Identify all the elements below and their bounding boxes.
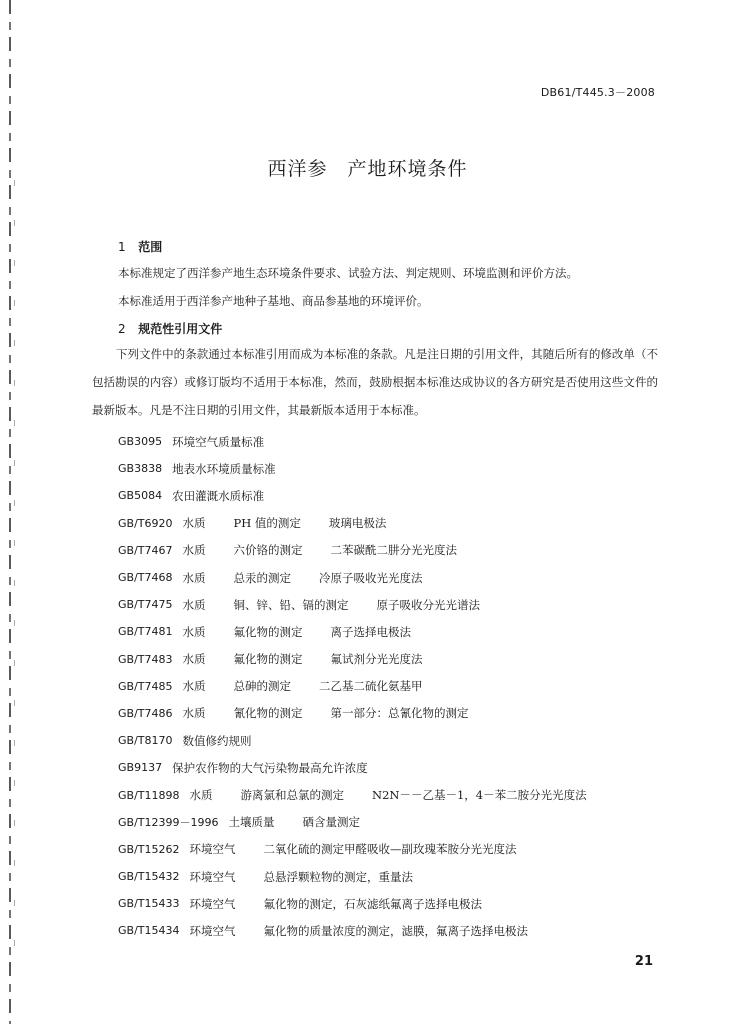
reference-title-part: 总悬浮颗粒物的测定，重量法 <box>263 869 413 884</box>
reference-title-part: 二乙基二硫化氨基甲 <box>319 679 423 694</box>
reference-title-part: 环境空气质量标准 <box>172 434 265 449</box>
reference-title-part: 二氧化硫的测定甲醛吸收—副玫瑰苯胺分光光度法 <box>263 842 517 857</box>
reference-title-part: 氟试剂分光光度法 <box>330 652 423 667</box>
reference-item <box>118 890 678 917</box>
reference-code: GB/T7481 <box>118 625 173 639</box>
reference-code: GB/T7485 <box>118 679 173 693</box>
reference-code: GB/T8170 <box>118 734 173 748</box>
reference-title-part: N2N－－乙基－1，4－苯二胺分光光度法 <box>372 788 587 803</box>
reference-item <box>118 836 678 863</box>
scope-paragraph-2: 本标准适用于西洋参产地种子基地、商品参基地的环境评价。 <box>118 294 429 308</box>
reference-list <box>118 428 678 945</box>
reference-title-part: 玻璃电极法 <box>328 516 387 531</box>
reference-title-part: 数值修约规则 <box>182 733 252 748</box>
reference-code: GB/T7475 <box>118 598 173 612</box>
scope-paragraph-1: 本标准规定了西洋参产地生态环境条件要求、试验方法、判定规则、环境监测和评价方法。 <box>118 266 578 280</box>
reference-code: GB3095 <box>118 435 163 449</box>
reference-code: GB/T15432 <box>118 870 180 884</box>
section-number: 1 <box>118 240 126 254</box>
reference-title-part: 水质 <box>182 706 206 721</box>
section-heading-normative-refs <box>118 320 222 337</box>
reference-item <box>118 428 678 455</box>
reference-title-part: 游离氯和总氯的测定 <box>240 788 344 803</box>
reference-title-part: 总砷的测定 <box>233 679 291 694</box>
section-heading-scope <box>118 238 162 255</box>
reference-item <box>118 510 678 537</box>
reference-item <box>118 591 678 618</box>
reference-title-part: PH 值的测定 <box>233 516 301 531</box>
reference-item <box>118 673 678 700</box>
reference-title-part: 水质 <box>182 652 206 667</box>
reference-code: GB/T12399－1996 <box>118 816 219 830</box>
reference-title-part: 氟化物的测定 <box>233 624 303 639</box>
reference-title-part: 氟化物的测定 <box>233 652 303 667</box>
reference-title-part: 原子吸收分光光谱法 <box>376 597 480 612</box>
reference-title-part: 水质 <box>182 543 206 558</box>
reference-title-part: 水质 <box>189 788 213 803</box>
reference-code: GB/T11898 <box>118 788 180 802</box>
page-number: 21 <box>634 954 653 969</box>
reference-title-part: 铜、锌、铅、镉的测定 <box>233 597 349 612</box>
binding-edge-mark-secondary <box>14 180 15 980</box>
reference-title-part: 地表水环境质量标准 <box>172 461 276 476</box>
reference-item <box>118 646 678 673</box>
reference-item <box>118 482 678 509</box>
document-code: DB61/T445.3－2008 <box>540 86 655 99</box>
reference-title-part: 环境空气 <box>189 869 236 884</box>
reference-title-part: 水质 <box>182 597 206 612</box>
reference-code: GB/T15262 <box>118 842 180 856</box>
reference-item <box>118 700 678 727</box>
reference-item <box>118 781 678 808</box>
reference-title-part: 总汞的测定 <box>233 570 291 585</box>
reference-title-part: 环境空气 <box>189 923 236 938</box>
reference-item <box>118 618 678 645</box>
reference-title-part: 第一部分：总氰化物的测定 <box>330 706 469 721</box>
reference-code: GB/T15433 <box>118 897 180 911</box>
reference-title-part: 氟化物的测定，石灰滤纸氟离子选择电极法 <box>263 896 482 911</box>
reference-code: GB9137 <box>118 761 163 775</box>
reference-item <box>118 564 678 591</box>
reference-code: GB/T7468 <box>118 571 173 585</box>
reference-item <box>118 863 678 890</box>
normative-refs-intro: 下列文件中的条款通过本标准引用而成为本标准的条款。凡是注日期的引用文件，其随后所有的修改单（不包括勘误的内容）或修订版均不适用于本标准，然而，鼓励根据本标准达成协议的各方研究是否使用这些文件的最新版本。凡是不注日期的引用文件，其最新版本适用于本标准。 <box>92 347 658 417</box>
reference-title-part: 二苯碳酰二肼分光光度法 <box>330 543 457 558</box>
reference-title-part: 水质 <box>182 570 206 585</box>
reference-title-part: 环境空气 <box>189 842 236 857</box>
reference-item <box>118 809 678 836</box>
section-number: 2 <box>118 322 126 336</box>
reference-code: GB/T7483 <box>118 652 173 666</box>
reference-title-part: 氟化物的质量浓度的测定，滤膜，氟离子选择电极法 <box>263 923 528 938</box>
reference-item <box>118 917 678 944</box>
reference-item <box>118 455 678 482</box>
reference-code: GB/T6920 <box>118 516 173 530</box>
section-title: 范围 <box>138 240 163 254</box>
reference-title-part: 水质 <box>182 679 206 694</box>
reference-code: GB/T7467 <box>118 543 173 557</box>
reference-code: GB5084 <box>118 489 163 503</box>
reference-title-part: 环境空气 <box>189 896 236 911</box>
reference-title-part: 水质 <box>182 624 206 639</box>
reference-title-part: 土壤质量 <box>228 815 275 830</box>
reference-title-part: 水质 <box>182 516 206 531</box>
reference-title-part: 硒含量测定 <box>302 815 360 830</box>
section-title: 规范性引用文件 <box>138 322 223 336</box>
reference-title-part: 农田灌溉水质标准 <box>172 488 265 503</box>
reference-title-part: 氰化物的测定 <box>233 706 303 721</box>
reference-item <box>118 727 678 754</box>
reference-title-part: 冷原子吸收光光度法 <box>319 570 423 585</box>
document-title: 西洋参 产地环境条件 <box>267 158 468 180</box>
reference-title-part: 保护农作物的大气污染物最高允许浓度 <box>172 760 368 775</box>
reference-code: GB/T15434 <box>118 924 180 938</box>
reference-item <box>118 537 678 564</box>
reference-code: GB3838 <box>118 462 163 476</box>
reference-item <box>118 754 678 781</box>
reference-title-part: 离子选择电极法 <box>330 624 411 639</box>
reference-title-part: 六价铬的测定 <box>233 543 303 558</box>
reference-code: GB/T7486 <box>118 706 173 720</box>
